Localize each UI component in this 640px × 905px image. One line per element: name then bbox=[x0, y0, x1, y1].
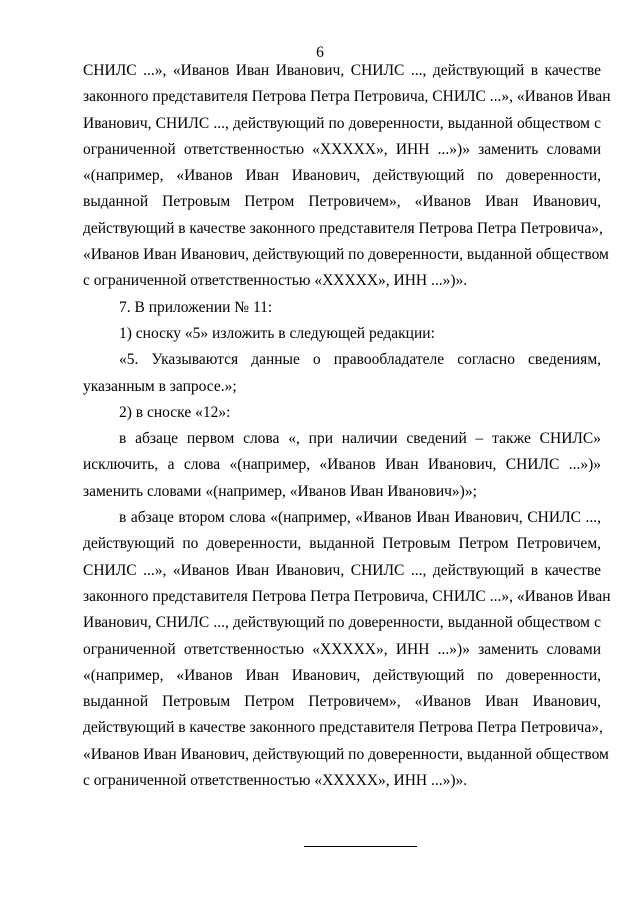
text-line: в абзаце первом слова «, при наличии сведений – также СНИЛС» bbox=[119, 430, 601, 448]
text-line: исключить, а слова «(например, «Иванов Иван Иванович, СНИЛС ...»)» bbox=[83, 456, 601, 474]
text-line: Иванович, СНИЛС ..., действующий по доверенности, выданной обществом с bbox=[83, 614, 601, 632]
document-body bbox=[83, 58, 611, 794]
text-line: заменить словами «(например, «Иванов Иван Иванович»)»; bbox=[83, 482, 477, 500]
text-line: СНИЛС ...», «Иванов Иван Иванович, СНИЛС ..., действующий в качестве bbox=[83, 62, 601, 79]
text-line: «Иванов Иван Иванович, действующий по доверенности, выданной обществом bbox=[83, 745, 609, 763]
text-line: выданной Петровым Петром Петровичем», «Иванов Иван Иванович, bbox=[83, 193, 601, 211]
text-line: в абзаце втором слова «(например, «Иванов Иван Иванович, СНИЛС ..., bbox=[119, 509, 601, 527]
text-line: ограниченной ответственностью «ХХХХХ», ИНН ...»)» заменить словами bbox=[83, 640, 601, 658]
text-line: действующий в качестве законного представителя Петрова Петра Петровича», bbox=[83, 719, 603, 737]
text-line: «Иванов Иван Иванович, действующий по доверенности, выданной обществом bbox=[83, 246, 609, 264]
text-line: действующий в качестве законного представителя Петрова Петра Петровича», bbox=[83, 219, 603, 237]
text-line: выданной Петровым Петром Петровичем», «Иванов Иван Иванович, bbox=[83, 693, 601, 711]
text-line: законного представителя Петрова Петра Петровича, СНИЛС ...», «Иванов Иван bbox=[83, 88, 611, 106]
text-line: с ограниченной ответственностью «ХХХХХ», ИНН ...»)». bbox=[83, 772, 468, 790]
text-line: законного представителя Петрова Петра Петровича, СНИЛС ...», «Иванов Иван bbox=[83, 587, 611, 605]
page-number: 6 bbox=[316, 44, 324, 61]
text-line: указанным в запросе.»; bbox=[83, 377, 237, 395]
text-line: СНИЛС ...», «Иванов Иван Иванович, СНИЛС ..., действующий в качестве bbox=[83, 561, 601, 579]
text-line: действующий по доверенности, выданной Петровым Петром Петровичем, bbox=[83, 535, 601, 553]
text-line: «5. Указываются данные о правообладателе согласно сведениям, bbox=[119, 351, 601, 369]
text-line: ограниченной ответственностью «ХХХХХ», ИНН ...»)» заменить словами bbox=[83, 140, 601, 158]
text-line: 2) в сноске «12»: bbox=[119, 403, 231, 421]
text-line: «(например, «Иванов Иван Иванович, действующий по доверенности, bbox=[83, 666, 601, 684]
text-line: «(например, «Иванов Иван Иванович, действующий по доверенности, bbox=[83, 167, 601, 185]
text-line: с ограниченной ответственностью «ХХХХХ», ИНН ...»)». bbox=[83, 272, 468, 290]
text-line: 1) сноску «5» изложить в следующей редакции: bbox=[119, 324, 435, 342]
text-line: 7. В приложении № 11: bbox=[119, 298, 273, 316]
text-line: Иванович, СНИЛС ..., действующий по доверенности, выданной обществом с bbox=[83, 114, 601, 132]
footnote-separator-line bbox=[304, 846, 417, 847]
